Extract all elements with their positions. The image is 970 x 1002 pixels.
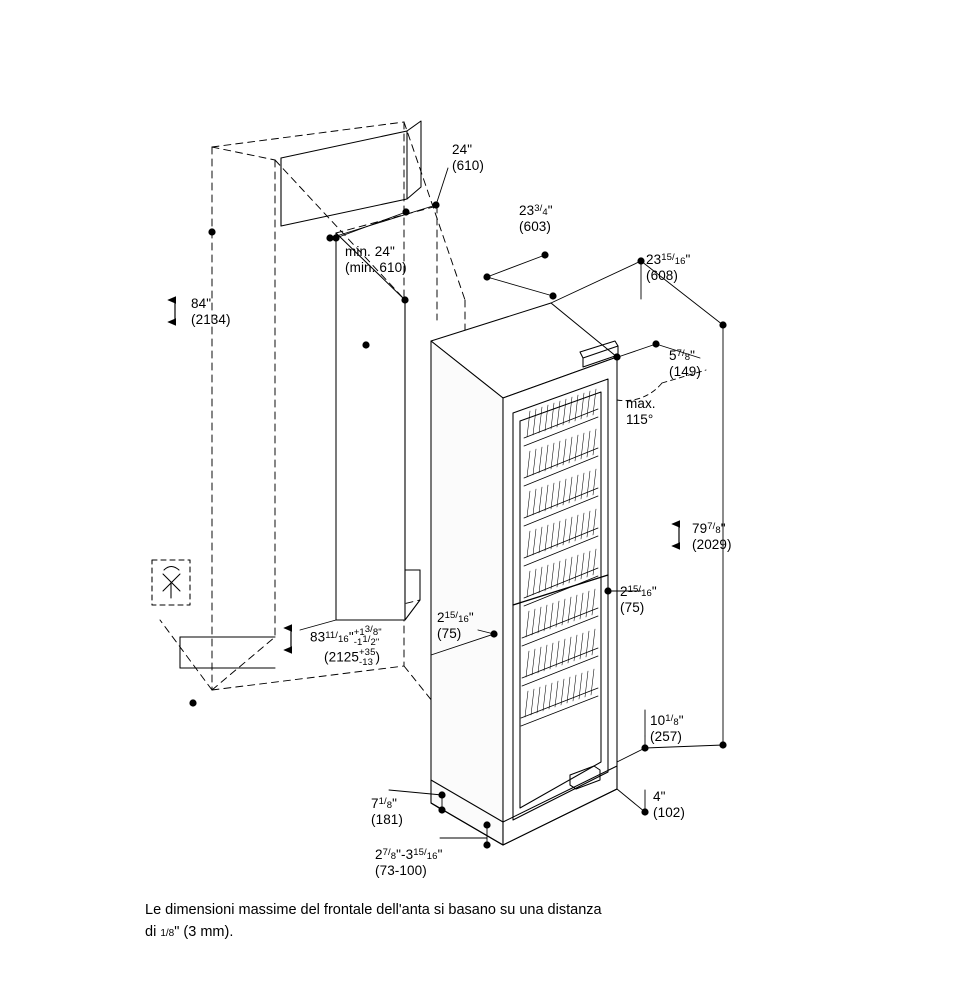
dim-appliance-height bbox=[692, 521, 732, 552]
dim-angle-line1: max. bbox=[626, 396, 656, 411]
dim-cabinet-depth bbox=[519, 203, 553, 234]
dim-niche-width-min bbox=[345, 244, 407, 275]
dim-door-width-imperial: 24" bbox=[452, 142, 473, 157]
dim-niche-height-metric: (2134) bbox=[191, 311, 231, 327]
dim-door-width-metric: (610) bbox=[452, 157, 485, 173]
dim-overall-width-metric: (608) bbox=[646, 267, 679, 283]
dim-niche-height bbox=[191, 296, 231, 327]
dim-appliance-height-imperial: 797/8" bbox=[692, 521, 726, 536]
dim-side-clearance-left bbox=[437, 610, 474, 641]
dim-toe-depth-metric: (181) bbox=[371, 811, 404, 827]
dim-cabinet-depth-imperial: 233/4" bbox=[519, 203, 553, 218]
dim-overall-width bbox=[646, 252, 690, 283]
dim-adjustable-height bbox=[310, 624, 382, 668]
dim-handle-projection-imperial: 57/8" bbox=[669, 348, 696, 363]
dim-cabinet-depth-metric: (603) bbox=[519, 218, 552, 234]
dim-niche-width-min-imperial: min. 24" bbox=[345, 244, 395, 259]
dim-foot-adjust-range-metric: (73-100) bbox=[375, 862, 427, 878]
dim-foot-adjust-range bbox=[375, 847, 442, 878]
footnote-line-1: Le dimensioni massime del frontale dell'anta si basano su una distanza bbox=[145, 902, 602, 918]
footnote bbox=[145, 899, 602, 945]
dim-adjustable-height-metric-tolerance: +35 -13 bbox=[359, 647, 376, 668]
footnote-line-2: di 1/8" (3 mm). bbox=[145, 924, 234, 940]
dim-base-depth bbox=[650, 713, 684, 744]
dim-niche-width-min-metric: (min. 610) bbox=[345, 259, 407, 275]
dim-plinth-height-metric: (102) bbox=[653, 804, 686, 820]
dim-plinth-height-imperial: 4" bbox=[653, 789, 666, 804]
dim-toe-depth bbox=[371, 796, 403, 827]
dim-handle-projection bbox=[669, 348, 701, 379]
dim-door-opening-angle bbox=[626, 396, 656, 427]
dim-foot-adjust-range-imperial: 27/8"-315/16" bbox=[375, 847, 443, 862]
dim-adjustable-height-metric: (2125 +35 -13 ) bbox=[324, 647, 381, 668]
dim-handle-projection-metric: (149) bbox=[669, 363, 702, 379]
dim-side-clearance-right-metric: (75) bbox=[620, 599, 645, 615]
dim-base-depth-imperial: 101/8" bbox=[650, 713, 684, 728]
dim-side-clearance-left-imperial: 215/16" bbox=[437, 610, 474, 625]
dim-door-width bbox=[452, 142, 484, 173]
dim-toe-depth-imperial: 71/8" bbox=[371, 796, 398, 811]
dim-angle-line2: 115° bbox=[626, 411, 654, 427]
dim-adjustable-height-tolerance: +13/8" -11/2" bbox=[353, 624, 382, 648]
dim-base-depth-metric: (257) bbox=[650, 728, 683, 744]
dim-overall-width-imperial: 2315/16" bbox=[646, 252, 691, 267]
dim-plinth-height bbox=[653, 789, 685, 820]
dim-appliance-height-metric: (2029) bbox=[692, 536, 732, 552]
dim-adjustable-height-imperial: 8311/16" +13/8" -11/2" bbox=[310, 624, 382, 648]
dim-side-clearance-left-metric: (75) bbox=[437, 625, 462, 641]
dim-side-clearance-right bbox=[620, 584, 657, 615]
dim-side-clearance-right-imperial: 215/16" bbox=[620, 584, 657, 599]
dim-niche-height-imperial: 84" bbox=[191, 296, 212, 311]
